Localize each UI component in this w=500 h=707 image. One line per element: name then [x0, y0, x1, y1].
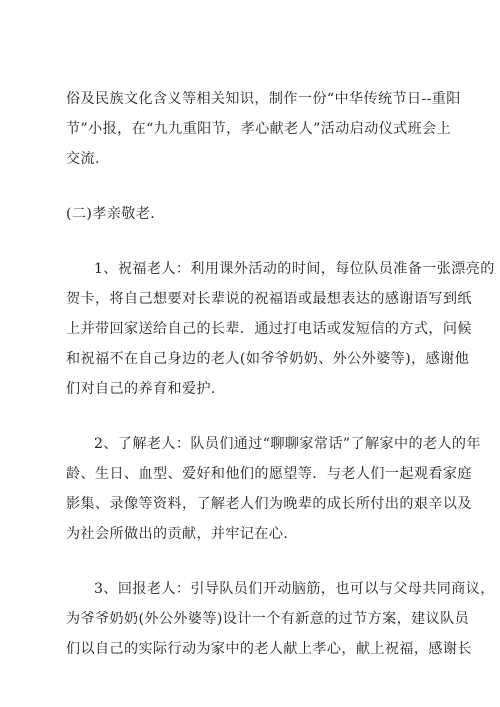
paragraph-5-line-2: 为爷爷奶奶(外公外婆等)设计一个有新意的过节方案，建议队员: [66, 611, 470, 627]
paragraph-3-line-2: 贺卡，将自己想要对长辈说的祝福语或最想表达的感谢语写到纸: [66, 291, 472, 307]
paragraph-3-line-4: 和祝福不在自己身边的老人(如爷爷奶奶、外公外婆等)，感谢他: [66, 351, 470, 367]
paragraph-3-line-5: 们对自己的养育和爱护.: [66, 381, 216, 397]
paragraph-4-line-2: 龄、生日、血型、爱好和他们的愿望等．与老人们一起观看家庭: [66, 466, 472, 482]
paragraph-1-line-1: 俗及民族文化含义等相关知识，制作一份“中华传统节日--重阳: [66, 91, 461, 107]
paragraph-4-line-1: 2、了解老人：队员们通过“聊聊家常话”了解家中的老人的年: [94, 436, 481, 452]
section-heading: (二)孝亲敬老.: [66, 206, 156, 222]
paragraph-4-line-4: 为社会所做出的贡献，并牢记在心.: [66, 526, 289, 542]
paragraph-1-line-3: 交流.: [66, 151, 100, 167]
paragraph-4-line-3: 影集、录像等资料，了解老人们为晚辈的成长所付出的艰辛以及: [66, 496, 472, 512]
paragraph-5-line-1: 3、回报老人：引导队员们开动脑筋，也可以与父母共同商议，: [94, 581, 495, 597]
paragraph-1-line-2: 节”小报，在“九九重阳节，孝心献老人”活动启动仪式班会上: [66, 121, 452, 137]
paragraph-3-line-3: 上并带回家送给自己的长辈．通过打电话或发短信的方式，问候: [66, 321, 472, 337]
paragraph-5-line-3: 们以自己的实际行动为家中的老人献上孝心，献上祝福，感谢长: [66, 641, 472, 657]
paragraph-3-line-1: 1、祝福老人：利用课外活动的时间，每位队员准备一张漂亮的: [94, 261, 495, 277]
